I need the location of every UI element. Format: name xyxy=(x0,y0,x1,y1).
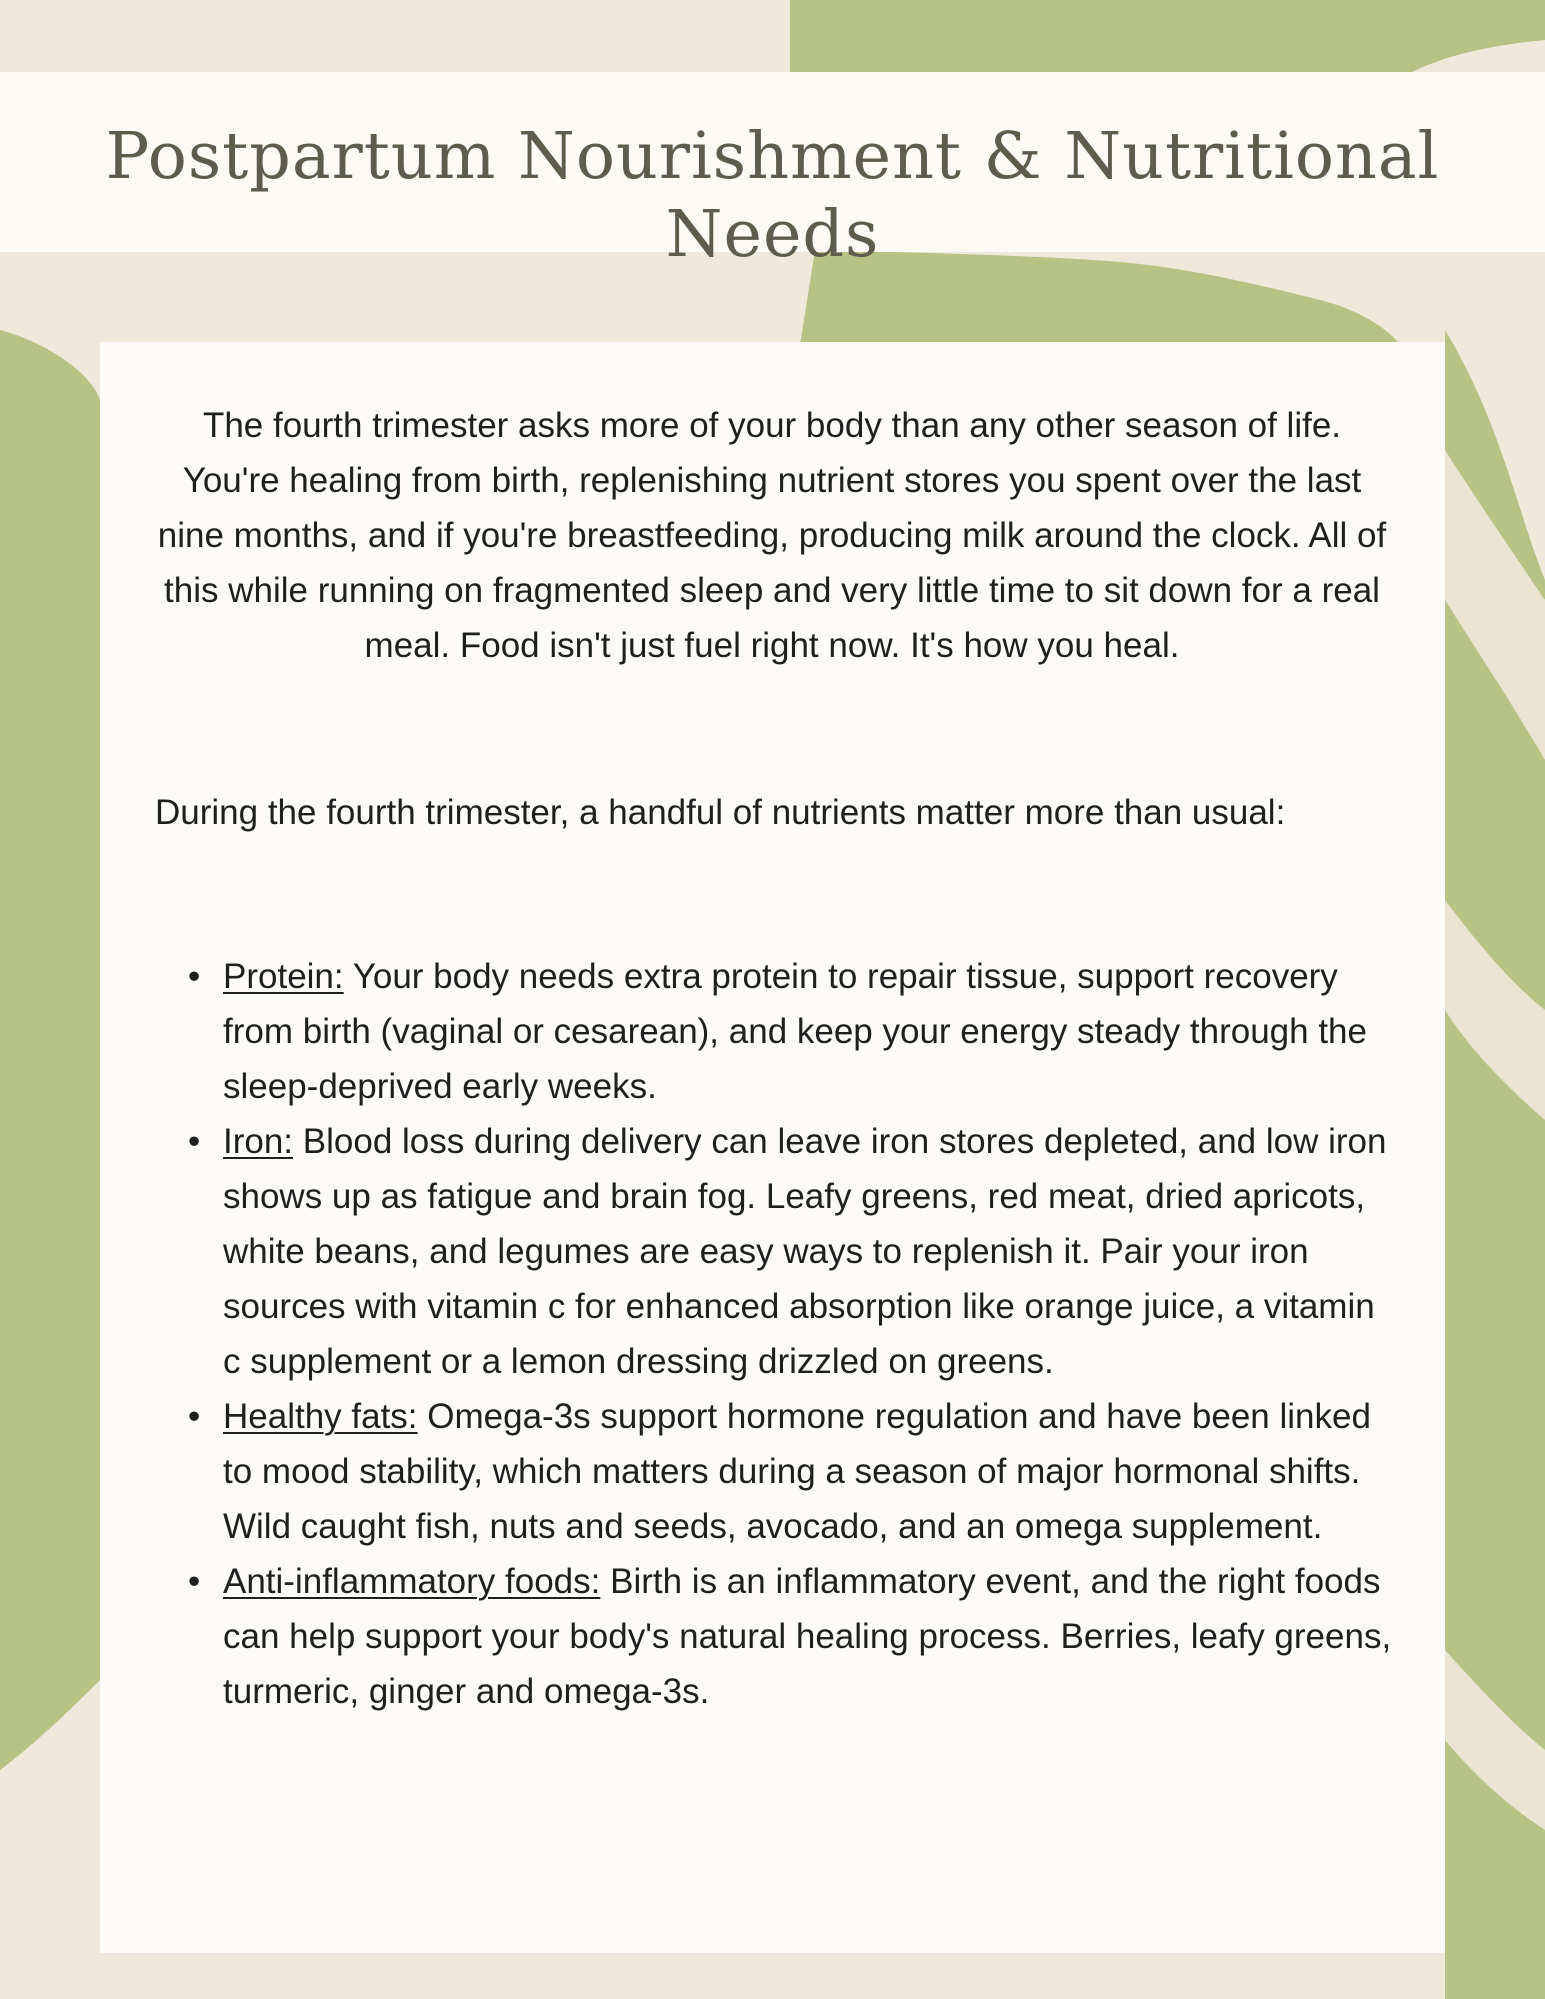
intro-paragraph: The fourth trimester asks more of your body than any other season of life. You're healing from birth, replenishing nutrient stores you spent over the last nine months, and if you're breastfeeding, producing milk around the clock. All of this while running on fragmented sleep and very little time to sit down for a real meal. Food isn't just fuel right now. It's how you heal. xyxy=(157,406,1387,665)
green-stroke-left xyxy=(0,330,100,1770)
nutrient-term: Protein: xyxy=(223,957,344,996)
bullet-icon: • xyxy=(188,1122,201,1161)
page-title: Postpartum Nourishment & Nutritional Needs xyxy=(105,119,1440,272)
nutrient-term: Iron: xyxy=(223,1122,294,1161)
nutrient-description: Blood loss during delivery can leave iron stores depleted, and low iron shows up as fatigue and brain fog. Leafy greens, red meat, dried apricots, white beans, and legumes are easy ways to replenish it. Pair your iron sources with vitamin c for enhanced absorption like orange juice, a vitamin c supplement or a lemon dressing drizzled on greens. xyxy=(223,1122,1387,1381)
bullet-icon: • xyxy=(188,957,201,996)
bullet-icon: • xyxy=(188,1397,201,1436)
nutrient-item-protein xyxy=(155,949,1395,1114)
bullet-icon: • xyxy=(188,1562,201,1601)
nutrient-list xyxy=(155,949,1395,1719)
nutrient-description: Birth is an inflammatory event, and the right foods can help support your body's natural healing process. Berries, leafy greens, turmeric, ginger and omega-3s. xyxy=(223,1562,1392,1711)
nutrient-description: Your body needs extra protein to repair tissue, support recovery from birth (vaginal or cesarean), and keep your energy steady through the sleep-deprived early weeks. xyxy=(223,957,1367,1106)
nutrient-item-iron xyxy=(155,1114,1395,1389)
nutrient-term: Anti-inflammatory foods: xyxy=(223,1562,601,1601)
nutrient-item-healthy-fats xyxy=(155,1389,1395,1554)
nutrient-item-anti-inflammatory-foods xyxy=(155,1554,1395,1719)
nutrient-term: Healthy fats: xyxy=(223,1397,418,1436)
nutrient-description: Omega-3s support hormone regulation and have been linked to mood stability, which matters during a season of major hormonal shifts. Wild caught fish, nuts and seeds, avocado, and an omega supplement. xyxy=(223,1397,1371,1546)
nutrients-lead-paragraph: During the fourth trimester, a handful of nutrients matter more than usual: xyxy=(155,793,1286,832)
